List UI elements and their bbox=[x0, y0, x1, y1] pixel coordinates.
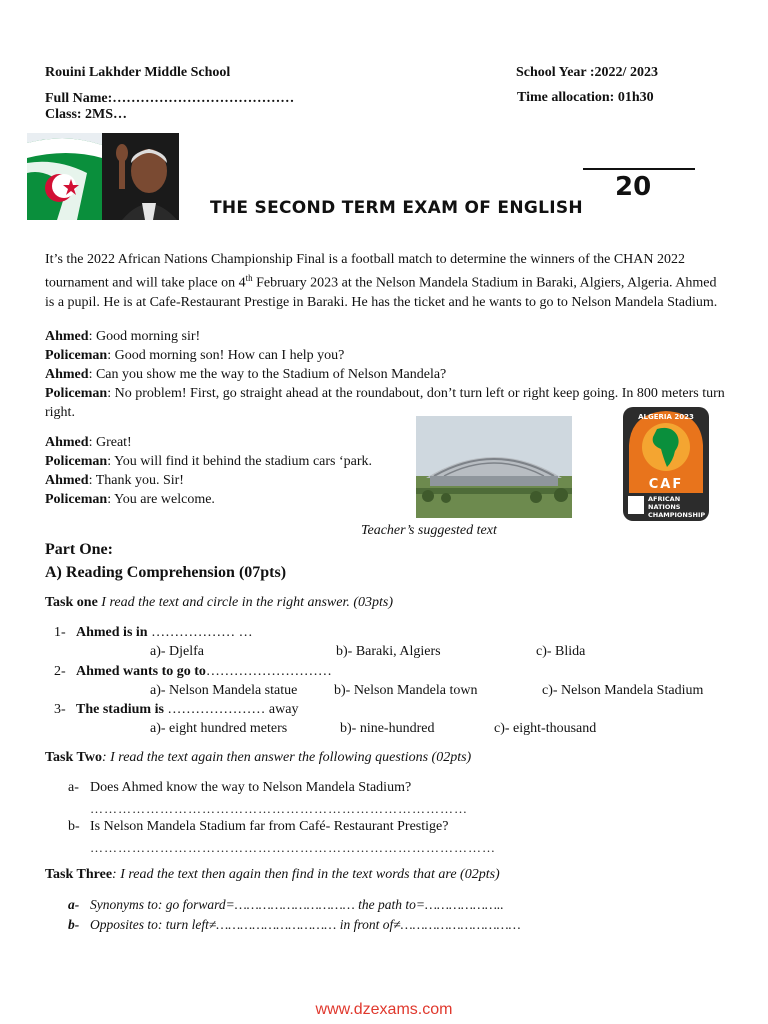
intro-sup: th bbox=[245, 273, 253, 283]
stadium-image bbox=[416, 416, 572, 518]
dialogue-line: Ahmed: Can you show me the way to the Stadium of Nelson Mandela? bbox=[45, 367, 447, 382]
exam-title: THE SECOND TERM EXAM OF ENGLISH bbox=[210, 198, 583, 218]
part-one-title: Part One: bbox=[45, 541, 113, 558]
q1-option-b[interactable]: b)- Baraki, Algiers bbox=[336, 644, 441, 659]
dialogue-block-2 bbox=[45, 433, 415, 509]
q3-option-c[interactable]: c)- eight-thousand bbox=[494, 721, 597, 736]
task2-question-b: b- Is Nelson Mandela Stadium far from Café- Restaurant Prestige? bbox=[68, 819, 449, 834]
dialogue-line: Policeman: You will find it behind the stadium cars ‘park. bbox=[45, 454, 373, 469]
q2-option-c[interactable]: c)- Nelson Mandela Stadium bbox=[542, 683, 704, 698]
q2-option-a[interactable]: a)- Nelson Mandela statue bbox=[150, 683, 298, 698]
task-two-heading: Task Two: I read the text again then answer the following questions (02pts) bbox=[45, 750, 472, 765]
task3-opposites: b- Opposites to: turn left≠………………………… in front of≠………………………… bbox=[68, 917, 521, 932]
q3-option-b[interactable]: b)- nine-hundred bbox=[340, 721, 435, 736]
intro-text-2: February 2023 at the Nelson Mandela Stadium in Baraki, Algiers, Algeria. Ahmed is a pupil. He is at Cafe-Restaurant Prestige in Baraki. He has the ticket and he wants to go to Nelson Mandela Stadium. bbox=[45, 275, 718, 310]
score-line bbox=[583, 168, 695, 170]
dialogue-line: Policeman: Good morning son! How can I help you? bbox=[45, 348, 345, 363]
school-name: Rouini Lakhder Middle School bbox=[45, 65, 231, 80]
task2-question-a: a- Does Ahmed know the way to Nelson Mandela Stadium? bbox=[68, 780, 412, 795]
sponsor-icon bbox=[628, 496, 644, 514]
task2-answer-a-line[interactable]: ……………………………………………………………………… bbox=[90, 801, 468, 816]
mandela-flag-image bbox=[27, 133, 179, 220]
school-year: School Year :2022/ 2023 bbox=[516, 65, 658, 80]
logo-caf: CAF bbox=[648, 477, 684, 492]
class-field: Class: 2MS… bbox=[45, 107, 128, 122]
score-total: 20 bbox=[615, 172, 652, 202]
text-caption: Teacher’s suggested text bbox=[361, 523, 497, 538]
task2-answer-b-line[interactable]: …………………………………………………………………………… bbox=[90, 840, 496, 855]
question-3: 3- The stadium is ………………… away bbox=[54, 702, 299, 717]
q3-option-a[interactable]: a)- eight hundred meters bbox=[150, 721, 288, 736]
logo-side-text: AFRICAN NATIONS CHAMPIONSHIP bbox=[648, 495, 706, 519]
intro-paragraph bbox=[45, 250, 725, 312]
footer-website-link[interactable]: www.dzexams.com bbox=[315, 1001, 453, 1018]
dialogue-line: Policeman: No problem! First, go straight ahead at the roundabout, don’t turn left or right keep going. In 800 meters turn right. bbox=[45, 386, 725, 420]
time-allocation: Time allocation: 01h30 bbox=[517, 90, 654, 105]
dialogue-line: Ahmed: Good morning sir! bbox=[45, 329, 201, 344]
question-2: 2- Ahmed wants to go to……………………… bbox=[54, 664, 332, 679]
dialogue-line: Ahmed: Great! bbox=[45, 435, 132, 450]
intro-text-1: It’s the 2022 African Nations Championship Final is a football match to determine the winners of the CHAN 2022 tournament and will take place on 4 bbox=[45, 252, 686, 291]
dialogue-line: Ahmed: Thank you. Sir! bbox=[45, 473, 184, 488]
dialogue-line: Policeman: You are welcome. bbox=[45, 492, 215, 507]
task3-synonyms: a- Synonyms to: go forward=………………………… the path to=……………….. bbox=[68, 897, 504, 912]
q1-option-c[interactable]: c)- Blida bbox=[536, 644, 586, 659]
logo-top-text: ALGERIA 2023 bbox=[638, 413, 694, 421]
task-three-heading: Task Three: I read the text then again then find in the text words that are (02pts) bbox=[45, 867, 500, 882]
full-name-field: Full Name:………………………………… bbox=[45, 91, 295, 106]
reading-comprehension-title: A) Reading Comprehension (07pts) bbox=[45, 564, 287, 581]
q1-option-a[interactable]: a)- Djelfa bbox=[150, 644, 205, 659]
chan-logo bbox=[621, 405, 711, 523]
q2-option-b[interactable]: b)- Nelson Mandela town bbox=[334, 683, 478, 698]
question-1: 1- Ahmed is in ……………… … bbox=[54, 625, 253, 640]
task-one-heading: Task one I read the text and circle in the right answer. (03pts) bbox=[45, 595, 394, 610]
